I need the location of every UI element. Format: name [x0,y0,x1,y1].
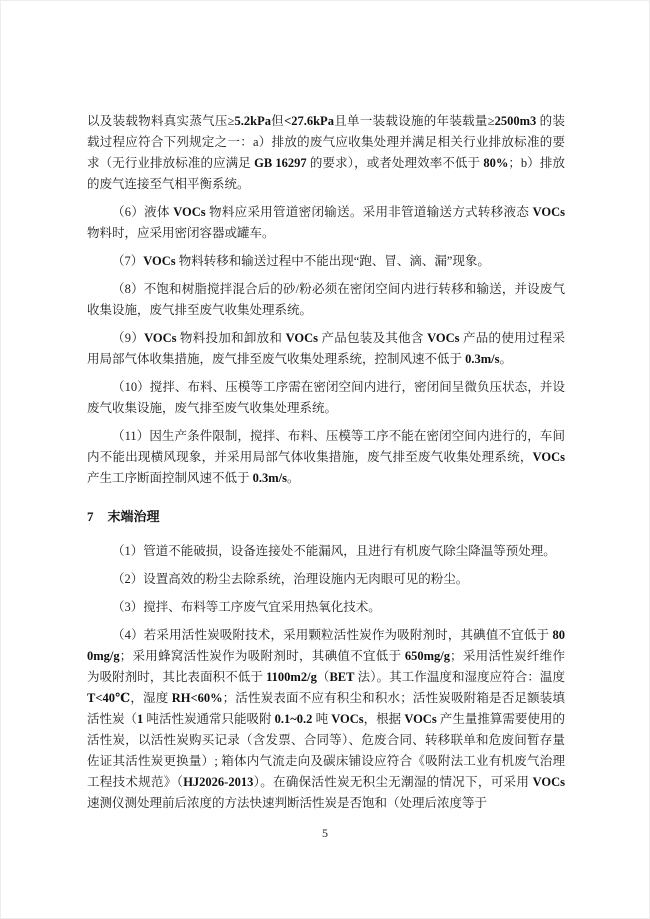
text-run: （11）因生产条件限制，搅拌、布料、压模等工序不能在密闭空间内进行的，车间内不能出现横风现象，并采用局部气体收集措施，废气排至废气收集处理系统， [87,429,565,464]
text-run: 物料转移和输送过程中不能出现“跑、冒、滴、漏”现象。 [175,254,490,268]
emphasis-text: 650mg/g [404,649,451,663]
emphasis-text: VOCs [173,205,206,219]
text-run: 物料时，应采用密闭容器或罐车。 [87,226,275,240]
text-run: （8）不饱和树脂搅拌混合后的砂/粉必须在密闭空间内进行转移和输送，并设废气收集设施，废气排至废气收集处理系统。 [87,282,565,317]
emphasis-text: <27.6kPa [284,114,334,128]
text-run: ；采用活性炭纤维作为吸附剂时，其比表面积不低于 [87,649,565,684]
text-run: 吨 [312,712,332,726]
emphasis-text: 1 [137,712,144,726]
text-run: 的装载过程应符合下列规定之一：a）排放的废气应收集处理并满足相关行业排放标准的要求（无行业排放标准的应满足 [87,114,565,170]
emphasis-text: GB 16297 [254,156,307,170]
text-run: 产生量推算需要使用的活性炭，以活性炭购买记录（含发票、合同等）、危废合同、转移联单和危废间暂存量佐证其活性炭更换量）; 箱体内气流走向及碳床铺设应符合《吸附法工业有机废气治理工程技术规范》（ [87,712,565,789]
content [87,111,565,821]
paragraph [87,377,565,419]
emphasis-text: 2500m3 [494,114,537,128]
text-run: 产品的使用过程采用局部气体收集措施，废气排至废气收集处理系统，控制风速不低于 [87,331,565,366]
emphasis-text: BET [329,670,355,684]
text-run: 吨活性炭通常只能吸附 [143,712,275,726]
paragraph [87,541,565,562]
paragraph [87,426,565,489]
emphasis-text: HJ2026-2013 [183,775,254,789]
text-run: 产生工序断面控制风速不低于 [87,471,253,485]
emphasis-text: VOCs [532,450,565,464]
text-run: （10）搅拌、布料、压模等工序需在密闭空间内进行，密闭间呈微负压状态，并设废气收集设施，废气排至废气收集处理系统。 [87,380,565,415]
text-run: ，根据 [363,712,405,726]
emphasis-text: VOCs [532,775,565,789]
text-run: 产品包装及其他含 [318,331,428,345]
emphasis-text: VOCs [143,254,176,268]
text-run: 速测仪测处理前后浓度的方法快速判断活性炭是否饱和（处理后浓度等于 [87,796,488,810]
paragraph [87,597,565,618]
text-run: ；采用蜂窝活性炭作为吸附剂时，其碘值不宜低于 [119,649,405,663]
text-run: ，湿度 [130,691,172,705]
text-run: （3）搅拌、布料等工序废气宜采用热氧化技术。 [112,600,381,614]
text-run: 法）。其工作温度和湿度应符合：温度 [354,670,565,684]
section-number: 7 [87,509,94,524]
text-run: 但 [271,114,285,128]
text-run: （6）液体 [112,205,174,219]
text-run: 。 [287,471,300,485]
paragraph [87,279,565,321]
page-footer [1,824,649,842]
paragraph [87,625,565,814]
emphasis-text: 1100m2/g [266,670,317,684]
text-run: （4）若采用活性炭吸附技术，采用颗粒活性炭作为吸附剂时，其碘值不宜低于 [112,628,553,642]
text-run: （1）管道不能破损，设备连接处不能漏风，且进行有机废气除尘降温等预处理。 [112,544,556,558]
text-run: （2）设置高效的粉尘去除系统，治理设施内无肉眼可见的粉尘。 [112,572,469,586]
emphasis-text: 80% [483,156,509,170]
section-title: 末端治理 [107,509,160,524]
emphasis-text: 5.2kPa [234,114,272,128]
paragraph [87,251,565,272]
paragraph [87,111,565,195]
paragraph [87,569,565,590]
emphasis-text: T<40℃ [87,691,131,705]
text-run: （ [316,670,330,684]
emphasis-text: VOCs [285,331,319,345]
text-run: 。 [499,352,513,366]
text-run: （7） [112,254,144,268]
emphasis-text: VOCs [532,205,565,219]
text-run: ）。在确保活性炭无积尘无潮湿的情况下，可采用 [253,775,533,789]
text-run: 以及装载物料真实蒸气压≥ [87,114,235,128]
text-run: ；活性炭表面不应有积尘和积水；活性炭吸附箱是否足额装填活性炭（ [87,691,565,726]
section-heading [87,506,565,525]
emphasis-text: VOCs [144,331,177,345]
text-run: 物料应采用管道密闭输送。采用非管道输送方式转移液态 [205,205,533,219]
emphasis-text: 800mg/g [87,628,565,663]
emphasis-text: 0.3m/s [252,471,288,485]
paragraph [87,328,565,370]
paragraph [87,202,565,244]
emphasis-text: 0.1~0.2 [274,712,313,726]
text-run: 且单一装载设施的年装载量≥ [333,114,495,128]
emphasis-text: 0.3m/s [465,352,500,366]
emphasis-text: VOCs [331,712,364,726]
text-run: 物料投加和卸放和 [176,331,286,345]
emphasis-text: VOCs [427,331,460,345]
emphasis-text: VOCs [404,712,437,726]
text-run: （9） [112,331,145,345]
text-run: ；b）排放的废气连接至气相平衡系统。 [87,156,565,191]
emphasis-text: RH<60% [171,691,223,705]
page-number: 5 [322,826,328,840]
text-run: 的要求），或者处理效率不低于 [306,156,484,170]
